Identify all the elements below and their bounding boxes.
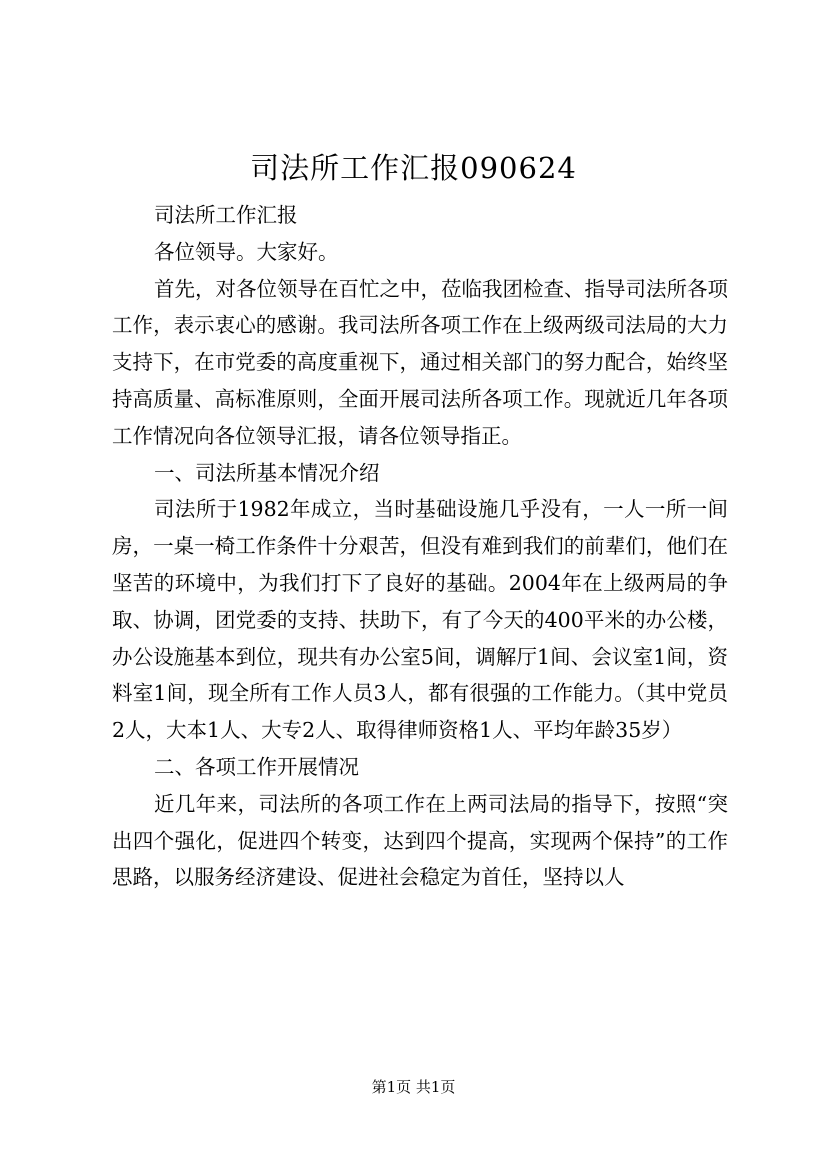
greeting-paragraph: 各位领导。大家好。 bbox=[154, 239, 339, 264]
section-heading-work-progress: 二、各项工作开展情况 bbox=[154, 754, 359, 779]
intro-paragraph: 首先，对各位领导在百忙之中，莅临我团检查、指导司法所各项工作，表示衷心的感谢。我司法所各项工作在上级两级司法局的大力支持下，在市党委的高度重视下，通过相关部门的努力配合，始终坚持高质量、高标准原则，全面开展司法所各项工作。现就近几年各项工作情况向各位领导汇报，请各位领导指正。 bbox=[112, 276, 728, 448]
document-body bbox=[112, 197, 728, 896]
subtitle-paragraph: 司法所工作汇报 bbox=[154, 203, 298, 227]
section-heading-basic-info: 一、司法所基本情况介绍 bbox=[154, 460, 380, 485]
work-progress-paragraph: 近几年来，司法所的各项工作在上两司法局的指导下，按照“突出四个强化，促进四个转变，达到四个提高，实现两个保持”的工作思路，以服务经济建设、促进社会稳定为首任，坚持以人 bbox=[112, 791, 728, 890]
page-footer: 第1页 共1页 bbox=[371, 1078, 456, 1096]
document-title: 司法所工作汇报090624 bbox=[250, 151, 577, 185]
basic-info-paragraph: 司法所于1982年成立，当时基础设施几乎没有，一人一所一间房，一桌一椅工作条件十分艰苦，但没有难到我们的前辈们，他们在坚苦的环境中，为我们打下了良好的基础。2004年在上级两局的争取、协调，团党委的支持、扶助下，有了今天的400平米的办公楼，办公设施基本到位，现共有办公室5间，调解厅1间、会议室1间，资料室1间，现全所有工作人员3人，都有很强的工作能力。（其中党员2人，大本1人、大专2人、取得律师资格1人、平均年龄35岁） bbox=[112, 497, 728, 743]
